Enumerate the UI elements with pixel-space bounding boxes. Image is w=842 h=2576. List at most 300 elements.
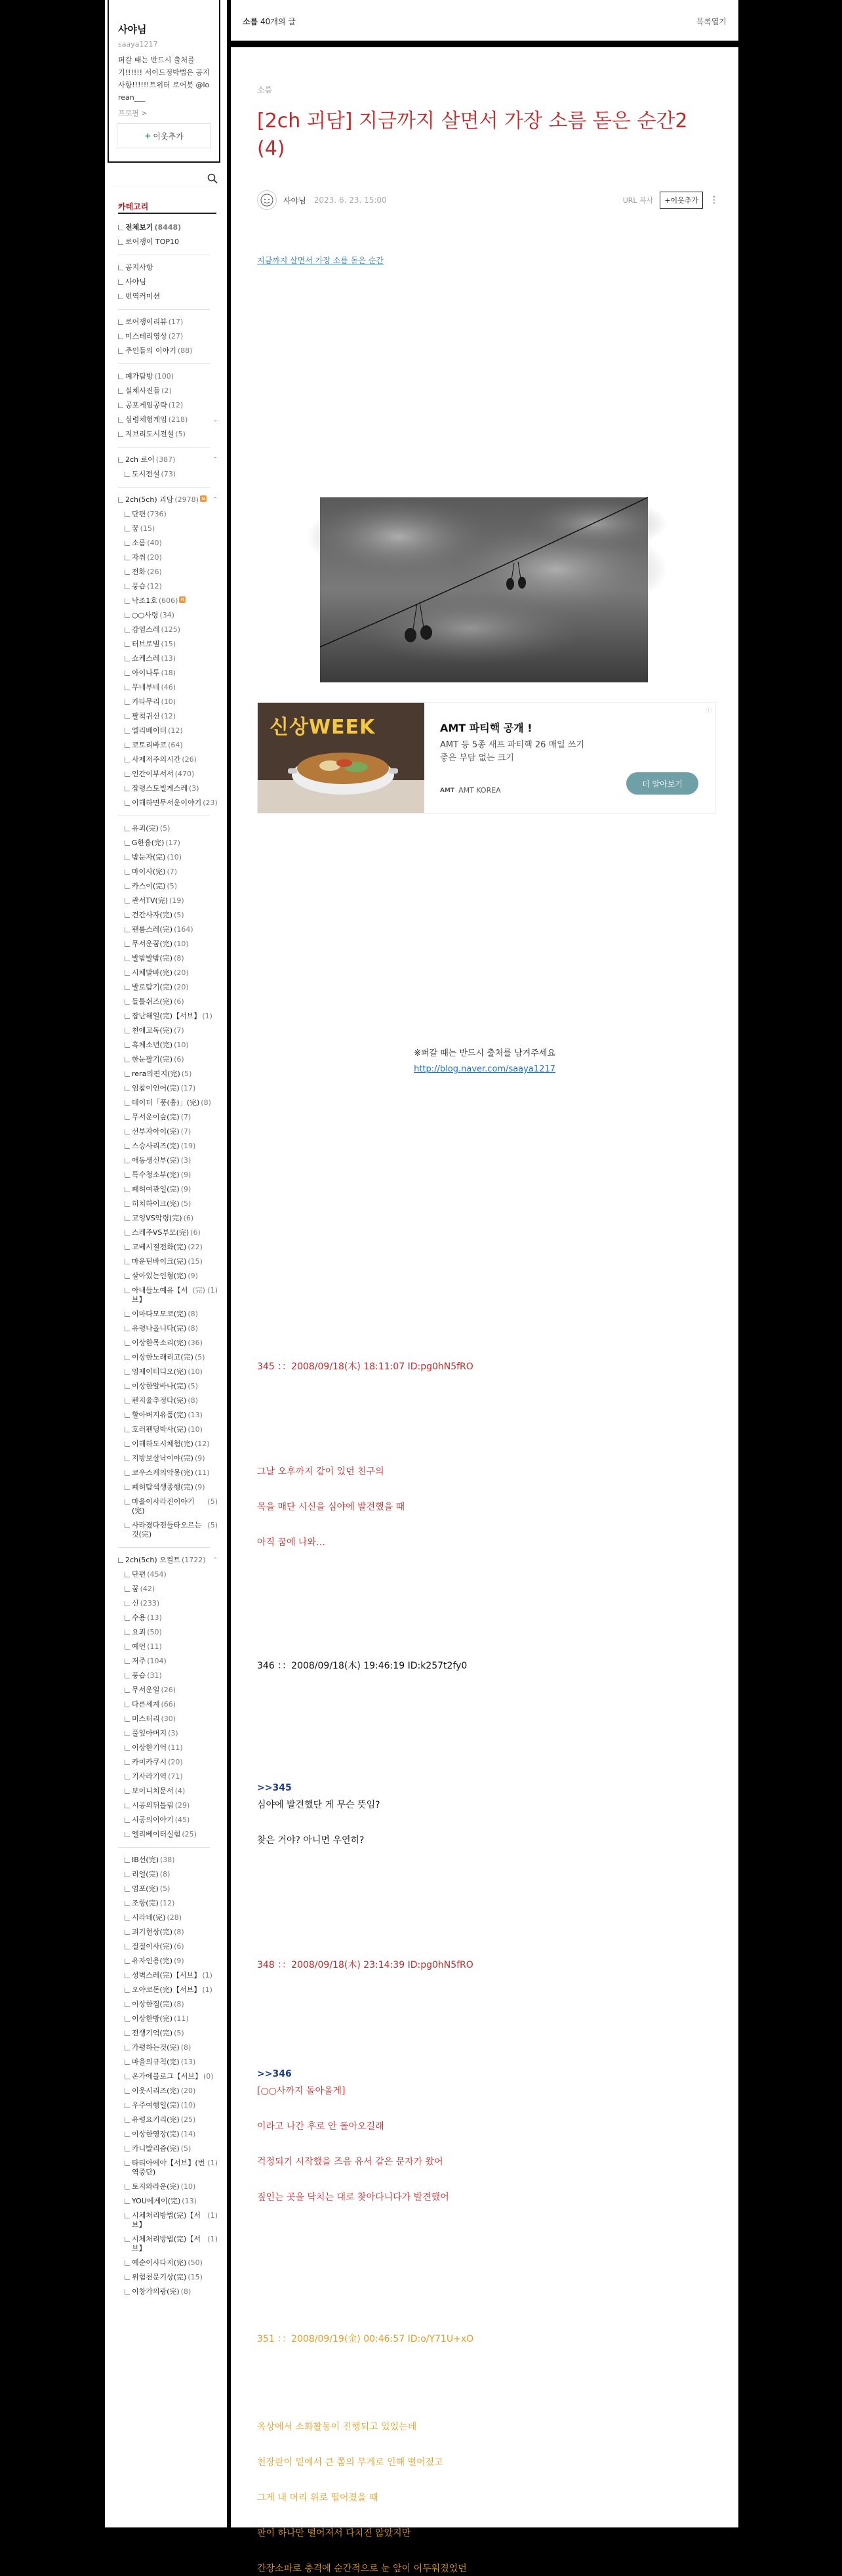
sidebar-item[interactable]: [118, 1379, 218, 1394]
sidebar-item[interactable]: [118, 1365, 218, 1379]
avatar[interactable]: [257, 190, 277, 210]
sidebar-item[interactable]: [118, 1466, 218, 1480]
sidebar-item-count: (42): [140, 1585, 155, 1593]
tree-branch-icon: [125, 1572, 130, 1577]
sidebar-item-label: 이상한기억: [132, 1743, 167, 1752]
sidebar-item[interactable]: [118, 637, 218, 652]
post-paragraph: 348 ：：2008/09/18(木) 23:14:39 ID:pg0hN5fRO: [257, 1960, 473, 1970]
sidebar-item[interactable]: [118, 1954, 218, 1968]
sidebar-item-label: 이상한알바나(完): [132, 1382, 187, 1390]
sidebar-item[interactable]: [118, 908, 218, 923]
sidebar-item-label: 무서운꿈(完): [132, 940, 173, 948]
sidebar-item-label: 사제저주의시간: [132, 755, 181, 764]
sidebar-item[interactable]: [118, 1784, 218, 1798]
sidebar-item[interactable]: [118, 738, 218, 753]
sidebar-item[interactable]: [118, 1139, 218, 1153]
sidebar-item-count: (9): [174, 1957, 184, 1965]
reply-anchor[interactable]: >>345: [257, 1783, 292, 1793]
sidebar-item-label: 괴기현상(完): [132, 1928, 173, 1936]
sidebar-item[interactable]: [118, 1997, 218, 2012]
sidebar-item[interactable]: [118, 235, 218, 249]
sidebar-item[interactable]: [118, 2069, 218, 2084]
tree-branch-icon: [125, 671, 130, 676]
sidebar-item[interactable]: [118, 1240, 218, 1255]
tree-branch-icon: [125, 1398, 130, 1403]
sidebar-item[interactable]: [118, 1640, 218, 1654]
tree-branch-icon: [125, 1872, 130, 1877]
sidebar-item[interactable]: [118, 666, 218, 680]
sidebar-item-label: 코우스케의악몽(完): [132, 1468, 193, 1477]
sidebar-item[interactable]: [118, 1269, 218, 1283]
ad-image-text: 신상WEEK: [270, 716, 376, 739]
sidebar-item[interactable]: [118, 2012, 218, 2026]
sidebar-item-count: (12): [194, 1440, 210, 1448]
sidebar-item-label: 단편: [132, 510, 146, 518]
sidebar-item[interactable]: [118, 1798, 218, 1813]
sidebar-item-label: 히치하이크(完): [132, 1199, 180, 1208]
sidebar-item[interactable]: [118, 980, 218, 995]
tree-branch-icon: [125, 869, 130, 875]
reply-anchor[interactable]: >>346: [257, 2069, 292, 2079]
sidebar-item-count: (64): [168, 741, 183, 749]
sidebar-item[interactable]: [118, 522, 218, 536]
sidebar-item[interactable]: [118, 1697, 218, 1712]
sidebar-item[interactable]: [118, 2194, 218, 2209]
ad-body[interactable]: [424, 703, 715, 813]
sidebar-item[interactable]: [118, 1896, 218, 1911]
sidebar-item[interactable]: [118, 369, 218, 384]
sidebar-item[interactable]: [118, 1911, 218, 1925]
sidebar-item[interactable]: [118, 1437, 218, 1451]
sidebar-item[interactable]: [118, 579, 218, 594]
sidebar-item-count: (26): [182, 755, 197, 764]
post-paragraph: 이라고 나간 후로 안 돌아오길래: [257, 2121, 384, 2132]
sidebar-item[interactable]: [118, 680, 218, 695]
sidebar-item[interactable]: [118, 1867, 218, 1882]
sidebar-item-count: (8): [180, 2043, 191, 2052]
sidebar-item[interactable]: [118, 289, 218, 304]
sidebar-item-count: (1): [202, 1971, 212, 1980]
sidebar-item[interactable]: [118, 1038, 218, 1052]
sidebar-item-count: (12): [168, 726, 183, 735]
sidebar-item[interactable]: [118, 2055, 218, 2069]
sidebar-item[interactable]: [118, 1770, 218, 1784]
sidebar-item-count: (5): [207, 1497, 218, 1506]
sidebar-item[interactable]: [118, 1480, 218, 1495]
sidebar-item-count: (7): [180, 1127, 191, 1136]
tree-branch-icon: [125, 2132, 130, 2137]
sidebar-item[interactable]: [118, 551, 218, 565]
sidebar-item[interactable]: [118, 507, 218, 522]
list-open-button[interactable]: 목록열기: [696, 17, 727, 26]
sidebar-item[interactable]: [118, 427, 218, 442]
ad-image[interactable]: [258, 703, 424, 813]
sidebar-item[interactable]: [118, 1125, 218, 1139]
sidebar-item-label: 저주: [132, 1657, 146, 1665]
tree-branch-icon: [125, 1187, 130, 1192]
tree-branch-icon: [125, 1774, 130, 1779]
sidebar-item-count: (9): [194, 1454, 205, 1463]
sidebar-item-label: 이상한노래리고(完): [132, 1353, 193, 1361]
sidebar-item[interactable]: [118, 652, 218, 666]
sidebar-item-label: 무서운일: [132, 1686, 160, 1694]
sidebar-item[interactable]: [118, 1423, 218, 1437]
sidebar-item-label: 카미카쿠시: [132, 1758, 167, 1766]
sidebar-item-count: (15): [140, 524, 155, 533]
sidebar-item[interactable]: [118, 1518, 218, 1542]
sidebar-item[interactable]: [118, 1408, 218, 1423]
sidebar-item-count: (12): [161, 712, 176, 720]
sidebar-item[interactable]: [118, 2209, 218, 2232]
sidebar-item[interactable]: [118, 413, 218, 427]
post-paragraph: 351 ：：2008/09/19(金) 00:46:57 ID:o/Y71U+xO: [257, 2334, 474, 2344]
tree-branch-icon: [125, 985, 130, 990]
tree-branch-icon: [125, 555, 130, 560]
tree-branch-icon: [125, 2213, 130, 2218]
url-copy-button[interactable]: URL 복사: [622, 196, 654, 205]
sidebar-item[interactable]: [118, 821, 218, 836]
sidebar-item[interactable]: [118, 1882, 218, 1896]
sidebar-item-label: 이웃시리즈(完): [132, 2087, 180, 2095]
sidebar-item[interactable]: [118, 850, 218, 865]
sidebar-item[interactable]: [118, 594, 218, 608]
sidebar-item[interactable]: [118, 329, 218, 344]
sidebar-item-label: 이상한집(完): [132, 2000, 173, 2008]
sidebar-item-count: (7): [180, 1113, 191, 1121]
tree-branch-icon: [125, 2016, 130, 2022]
sidebar-item[interactable]: [118, 1582, 218, 1596]
sidebar-item[interactable]: [118, 2180, 218, 2194]
tree-branch-icon: [125, 584, 130, 589]
tree-branch-icon: [125, 1803, 130, 1808]
current-category[interactable]: 소름: [243, 17, 258, 26]
sidebar-search[interactable]: [111, 172, 218, 186]
sidebar-item[interactable]: [118, 1726, 218, 1741]
sidebar-item[interactable]: [118, 344, 218, 358]
sidebar-item-count: (28): [167, 1913, 182, 1922]
sidebar-item-label: 이해하면무서운이야기: [132, 799, 202, 807]
sidebar-item-count: (736): [147, 510, 167, 518]
profile-more-link[interactable]: 프로필 >: [118, 109, 148, 117]
sidebar-item-label: 폐가탐방: [125, 372, 153, 381]
sidebar-item[interactable]: [118, 1451, 218, 1466]
sidebar-item-label: 스레주VS부모(完): [132, 1228, 190, 1237]
sidebar-item[interactable]: [118, 1226, 218, 1240]
tree-branch-icon: [118, 239, 123, 245]
sidebar-item[interactable]: [118, 1925, 218, 1940]
sidebar-item-label: 마운틴바이크(完): [132, 1257, 187, 1266]
sidebar-item-label: 자취: [132, 553, 146, 562]
sidebar-item[interactable]: [118, 1755, 218, 1770]
sidebar-item[interactable]: [118, 2256, 218, 2270]
sidebar-item-count: (10): [180, 2182, 196, 2191]
follow-button[interactable]: [117, 123, 211, 148]
author-name[interactable]: 사야님: [283, 196, 306, 205]
sidebar-item[interactable]: [118, 2041, 218, 2055]
sidebar-item[interactable]: [118, 608, 218, 623]
sidebar-item[interactable]: [118, 1350, 218, 1365]
sidebar-item[interactable]: [118, 493, 218, 507]
sidebar-item[interactable]: [118, 1110, 218, 1125]
profile-description: 퍼갈 때는 반드시 출처를 기!!!!!! 서이드정박법은 공지사항!!!!!!트위터 로어봇 @lorean___: [118, 56, 210, 102]
category-separator: [118, 1847, 210, 1848]
sidebar-item-count: (27): [168, 332, 184, 341]
sidebar-item[interactable]: [118, 937, 218, 951]
sidebar-item[interactable]: [118, 1307, 218, 1321]
tree-branch-icon: [125, 541, 130, 546]
tree-branch-icon: [125, 1630, 130, 1635]
sidebar-item[interactable]: [118, 2285, 218, 2299]
sidebar-item[interactable]: [118, 1968, 218, 1983]
ad-info-icon[interactable]: ⓘ: [705, 707, 712, 714]
tree-branch-icon: [125, 1312, 130, 1317]
sidebar-item[interactable]: [118, 384, 218, 398]
sidebar-item[interactable]: [118, 1024, 218, 1038]
tree-branch-icon: [125, 2184, 130, 2190]
sidebar-item[interactable]: [118, 1096, 218, 1110]
sidebar-item[interactable]: [118, 2232, 218, 2256]
sidebar-item-count: (12): [168, 401, 184, 409]
sidebar-item-count: (8): [188, 1324, 198, 1333]
tree-branch-icon: [125, 1673, 130, 1678]
sidebar-item[interactable]: [118, 1283, 218, 1307]
sidebar-item-count: (20): [174, 983, 189, 991]
sidebar-item-label: 사야님: [125, 278, 146, 286]
sidebar-item[interactable]: [118, 623, 218, 637]
tree-branch-icon: [125, 1086, 130, 1091]
sidebar-item-label: 타티아에야【서브】(번역중단): [132, 2159, 205, 2176]
sidebar-item[interactable]: [118, 995, 218, 1009]
sidebar-item[interactable]: [118, 398, 218, 413]
expand-toggle-icon[interactable]: ⌄: [212, 417, 218, 423]
sidebar-item-count: (5): [180, 1199, 191, 1208]
search-icon[interactable]: [207, 173, 218, 184]
sidebar-item[interactable]: [118, 1625, 218, 1640]
post-date: 2023. 6. 23. 15:00: [313, 196, 387, 205]
sidebar-item[interactable]: [118, 1336, 218, 1350]
tree-branch-icon: [125, 1959, 130, 1964]
sidebar-item[interactable]: [118, 1009, 218, 1024]
sidebar-item[interactable]: [118, 1394, 218, 1408]
sidebar-item[interactable]: [118, 2270, 218, 2285]
sidebar-item[interactable]: [118, 724, 218, 738]
ad-brand-name: AMT KOREA: [458, 786, 501, 795]
sidebar-item[interactable]: [118, 1153, 218, 1168]
sidebar-item-count: (11): [194, 1468, 210, 1477]
tree-branch-icon: [125, 1340, 130, 1346]
sidebar-item[interactable]: [118, 1495, 218, 1518]
sidebar-item-label: 스승사리즈(完): [132, 1142, 180, 1150]
tree-branch-icon: [125, 1944, 130, 1949]
sidebar-item-count: (125): [161, 625, 181, 634]
tree-branch-icon: [125, 2045, 130, 2050]
tree-branch-icon: [125, 1760, 130, 1765]
profile-name[interactable]: 사야님: [118, 24, 147, 35]
sidebar-item[interactable]: [118, 536, 218, 551]
expand-toggle-icon[interactable]: ⌃: [212, 1557, 218, 1564]
sidebar-item[interactable]: [118, 796, 218, 810]
sidebar-item[interactable]: [118, 894, 218, 908]
sidebar-item-label: 미스터리: [132, 1714, 160, 1723]
sidebar-item-count: (8): [159, 1870, 170, 1879]
sidebar-item[interactable]: [118, 1813, 218, 1827]
sidebar-item[interactable]: [118, 966, 218, 980]
sidebar-item[interactable]: [118, 1182, 218, 1197]
sidebar-item-label: 시체말바(完): [132, 968, 173, 977]
sidebar-item[interactable]: [118, 1211, 218, 1226]
tree-branch-icon: [125, 956, 130, 961]
tree-branch-icon: [125, 2002, 130, 2007]
sidebar-item[interactable]: [118, 2026, 218, 2041]
sidebar-item-count: (20): [174, 968, 189, 977]
sidebar-item[interactable]: [118, 879, 218, 894]
tree-branch-icon: [125, 826, 130, 831]
sidebar-item[interactable]: [118, 781, 218, 796]
sidebar-item[interactable]: [118, 275, 218, 289]
sidebar-item-count: (104): [147, 1657, 167, 1665]
sidebar-item[interactable]: [118, 1940, 218, 1954]
sidebar-item-count: (88): [177, 346, 193, 355]
sidebar-item[interactable]: [118, 1168, 218, 1182]
sidebar-item[interactable]: [118, 1827, 218, 1842]
sidebar-item[interactable]: [118, 951, 218, 966]
sidebar-item-count: (25): [180, 2115, 196, 2124]
tree-branch-icon: [125, 1043, 130, 1048]
sidebar-item[interactable]: [118, 1255, 218, 1269]
sidebar-item[interactable]: [118, 2156, 218, 2180]
sidebar-item[interactable]: [118, 1669, 218, 1683]
tree-branch-icon: [125, 1702, 130, 1707]
sidebar-item[interactable]: [118, 1553, 218, 1568]
sidebar-item-label: 관서TV(完): [132, 896, 169, 905]
sidebar-item[interactable]: [118, 1611, 218, 1625]
sidebar-item[interactable]: [118, 453, 218, 467]
post-meta: [257, 190, 719, 210]
tree-branch-icon: [125, 1886, 130, 1892]
expand-toggle-icon[interactable]: ⌃: [212, 497, 218, 503]
sidebar-item[interactable]: [118, 2113, 218, 2127]
sidebar-item-count: (5): [174, 911, 184, 919]
blog-link[interactable]: http://blog.naver.com/saaya1217: [414, 1064, 555, 1074]
post-paragraph: 심야에 발견했단 게 무슨 뜻임?: [257, 1800, 380, 1810]
sidebar-item[interactable]: [118, 865, 218, 879]
sidebar-item[interactable]: [118, 1741, 218, 1755]
more-menu-icon[interactable]: ⋮: [710, 195, 719, 205]
sidebar-item-label: ○○사령: [132, 611, 159, 619]
post-category[interactable]: 소름: [257, 85, 273, 94]
sidebar-item-label: 시라네(完): [132, 1913, 166, 1922]
sidebar-item[interactable]: [118, 2084, 218, 2098]
sidebar-item[interactable]: [118, 1321, 218, 1336]
sidebar-item-label: 코토리바코: [132, 741, 167, 749]
sidebar-item[interactable]: [118, 467, 218, 482]
sidebar-item-count: (6): [174, 997, 184, 1006]
tree-branch-icon: [125, 2117, 130, 2123]
sidebar-item-count: (233): [140, 1599, 160, 1608]
sidebar-item[interactable]: [118, 767, 218, 781]
sidebar-item-count: (17): [168, 318, 184, 326]
sidebar-item[interactable]: [118, 220, 218, 235]
post-paragraph: 찾은 거야? 아니면 우연히?: [257, 1835, 365, 1846]
sidebar-item-label: 인간이부서서: [132, 770, 174, 778]
ad-cta-button[interactable]: 더 알아보기: [626, 772, 698, 795]
tree-branch-icon: [125, 1745, 130, 1751]
sidebar-item[interactable]: [118, 1596, 218, 1611]
sidebar-item[interactable]: [118, 565, 218, 579]
sidebar-item-count: (12): [147, 582, 162, 591]
sidebar-item-label: 들틀쉬즈(完): [132, 997, 173, 1006]
tree-branch-icon: [125, 1245, 130, 1250]
sidebar-item[interactable]: [118, 1067, 218, 1081]
sidebar-item-count: (454): [147, 1570, 167, 1579]
sidebar-item[interactable]: [118, 923, 218, 937]
sidebar-item[interactable]: [118, 836, 218, 850]
expand-toggle-icon[interactable]: ⌃: [212, 457, 218, 463]
sidebar-item[interactable]: [118, 695, 218, 709]
sidebar-item-count: (1): [207, 2159, 218, 2167]
sidebar-item[interactable]: [118, 1983, 218, 1997]
sidebar-item[interactable]: [118, 1081, 218, 1096]
post-photo[interactable]: [320, 497, 648, 682]
tree-branch-icon: [125, 1158, 130, 1163]
sidebar-item[interactable]: [118, 709, 218, 724]
sidebar-item[interactable]: [118, 1568, 218, 1582]
sidebar-item-label: 시체처리방법(完)【서브】: [132, 2235, 201, 2253]
post-list-header: [231, 0, 738, 41]
sidebar-item-count: (19): [180, 1142, 196, 1150]
sidebar-item-label: 이상한방(完): [132, 2014, 173, 2023]
sidebar-item-label: 꿈: [132, 1585, 139, 1593]
follow-button[interactable]: +이웃추가: [660, 192, 703, 209]
sidebar-item-label: 공포게임공략: [125, 401, 167, 409]
tree-branch-icon: [125, 2074, 130, 2079]
sidebar-item-label: 잡난해일(完)【서브】: [132, 1012, 201, 1020]
sidebar-item[interactable]: [118, 2142, 218, 2156]
sidebar-item-count: (13): [161, 654, 176, 663]
sidebar-item[interactable]: [118, 1052, 218, 1067]
tree-branch-icon: [125, 841, 130, 846]
sidebar-item[interactable]: [118, 2098, 218, 2113]
sidebar-item-label: 우주여행일(完): [132, 2101, 180, 2109]
sidebar-item[interactable]: [118, 1853, 218, 1867]
sidebar-item[interactable]: [118, 1197, 218, 1211]
sidebar-item-label: 미스테리영상: [125, 332, 167, 341]
tree-branch-icon: [125, 1973, 130, 1978]
sidebar-item[interactable]: [118, 2127, 218, 2142]
sponsored-ad[interactable]: [257, 702, 716, 814]
ad-headline[interactable]: AMT 파티핵 공개 !: [440, 722, 532, 734]
sidebar-item-count: (10): [161, 697, 176, 706]
sidebar-item-count: (完) (1): [192, 1286, 218, 1295]
sidebar-item-label: 발밤발밤(完): [132, 954, 173, 963]
tree-branch-icon: [125, 2161, 130, 2166]
sidebar-item[interactable]: [118, 1654, 218, 1669]
tree-branch-icon: [125, 1485, 130, 1490]
sidebar-item[interactable]: [118, 1712, 218, 1726]
related-post-link[interactable]: 지금까지 살면서 가장 소름 돋은 순간: [257, 256, 384, 265]
sidebar-item[interactable]: [118, 315, 218, 329]
tree-branch-icon: [125, 598, 130, 604]
sidebar-item[interactable]: [118, 260, 218, 275]
sidebar-item-label: 시공의이야기: [132, 1816, 174, 1824]
sidebar-item-count: (13): [188, 1411, 203, 1419]
sidebar-item-label: 유령나올니다(完): [132, 1324, 187, 1333]
sidebar-item-label: 요괴: [132, 1628, 146, 1636]
sidebar-item-count: (17): [165, 839, 180, 847]
sidebar-item[interactable]: [118, 1683, 218, 1697]
sidebar-item-count: (7): [174, 1026, 184, 1035]
sidebar-item[interactable]: [118, 753, 218, 767]
